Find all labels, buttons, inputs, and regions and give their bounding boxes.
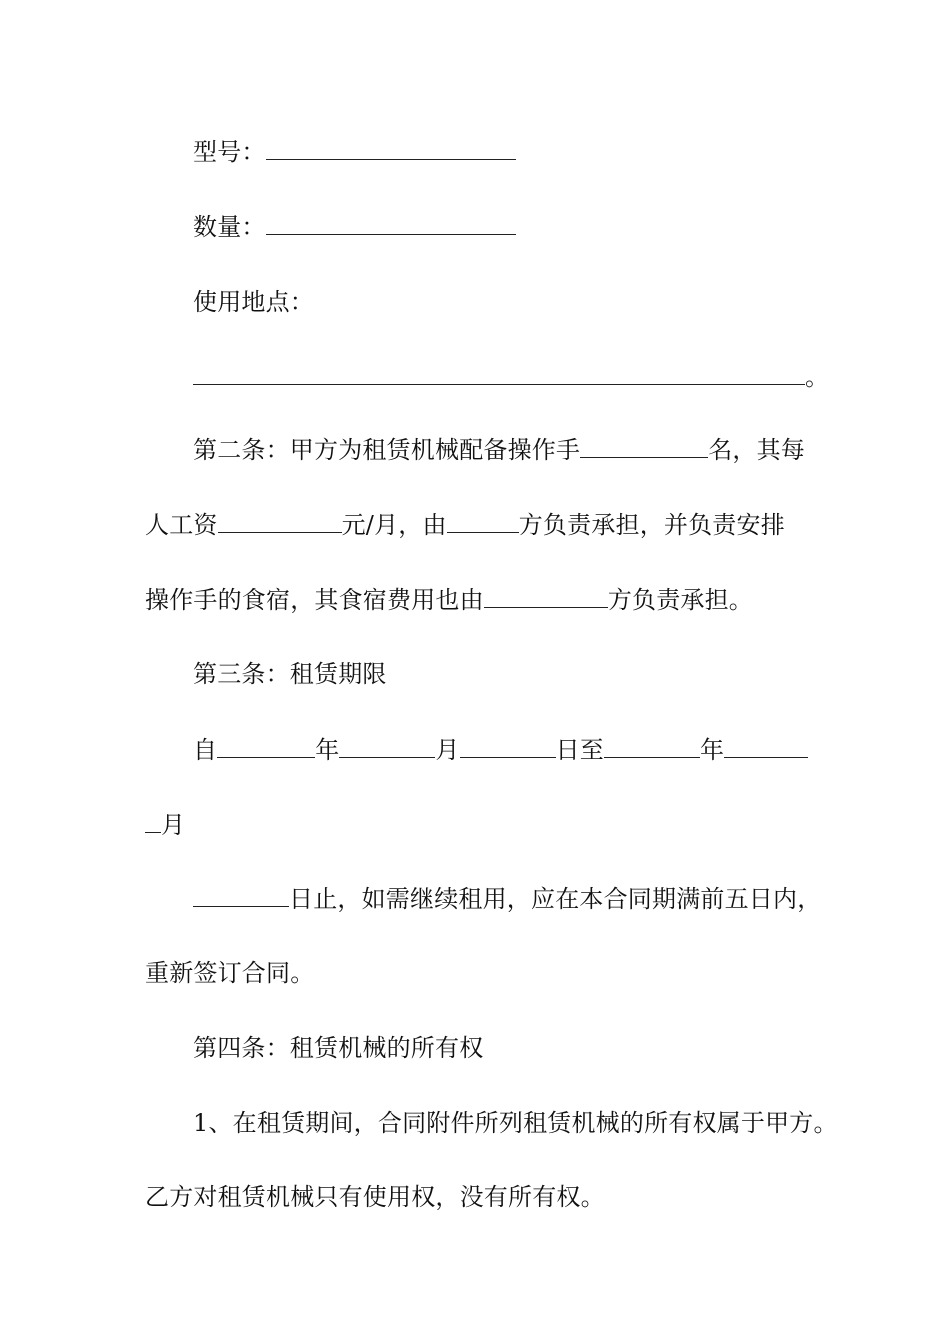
article2-text-d: 元/月，由 [341, 511, 447, 539]
operator-count-blank [580, 435, 708, 458]
quantity-blank [266, 212, 516, 235]
end-year-blank [604, 735, 700, 758]
year-label-1: 年 [315, 736, 340, 764]
article3-line4 [0, 958, 950, 988]
article2-line1 [0, 435, 950, 465]
model-blank [266, 137, 516, 160]
quantity-line [0, 212, 950, 242]
board-party-blank [484, 585, 608, 608]
article3-line1 [0, 735, 950, 765]
article2-text-c: 人工资 [145, 511, 218, 539]
article4-p1-line1 [0, 1108, 950, 1138]
location-end: 。 [805, 363, 830, 391]
month-label-1: 月 [435, 736, 460, 764]
quantity-label: 数量： [193, 213, 266, 241]
article2-text-a: 第二条：甲方为租赁机械配备操作手 [193, 436, 581, 464]
location-line [0, 287, 950, 317]
wage-blank [218, 510, 342, 533]
location-label: 使用地点： [193, 288, 314, 316]
wage-party-blank [447, 510, 519, 533]
article4-text-2: 乙方对租赁机械只有使用权，没有所有权。 [145, 1183, 605, 1211]
model-label: 型号： [193, 138, 266, 166]
start-year-blank [217, 735, 315, 758]
article4-heading: 第四条：租赁机械的所有权 [193, 1034, 484, 1062]
location-blank [193, 362, 805, 385]
article4-text-1: 1、在租赁期间，合同附件所列租赁机械的所有权属于甲方。 [193, 1109, 838, 1137]
article3-line3 [0, 884, 950, 914]
location-blank-line [0, 362, 950, 392]
article3-heading: 第三条：租赁期限 [193, 660, 387, 688]
article2-line2 [0, 510, 950, 540]
year-label-2: 年 [700, 736, 725, 764]
model-line [0, 137, 950, 167]
start-day-blank [460, 735, 556, 758]
article3-line2 [0, 810, 950, 840]
end-month-blank-cont [145, 810, 161, 833]
start-month-blank [339, 735, 435, 758]
end-month-blank [724, 735, 808, 758]
article3-text-resign: 重新签订合同。 [145, 959, 315, 987]
article2-text-e: 方负责承担，并负责安排 [518, 511, 785, 539]
article2-text-g: 方负责承担。 [607, 586, 754, 614]
end-day-blank [193, 884, 289, 907]
article2-text-b: 名，其每 [708, 436, 806, 464]
article3-text-renewal: 日止，如需继续租用，应在本合同期满前五日内， [289, 885, 822, 913]
article4-title [0, 1033, 950, 1063]
day-to-label: 日至 [555, 736, 605, 764]
article3-title [0, 659, 950, 689]
article2-text-f: 操作手的食宿，其食宿费用也由 [145, 586, 484, 614]
from-label: 自 [193, 736, 218, 764]
article4-p1-line2 [0, 1182, 950, 1212]
month-label-2: 月 [161, 811, 186, 839]
article2-line3 [0, 585, 950, 615]
